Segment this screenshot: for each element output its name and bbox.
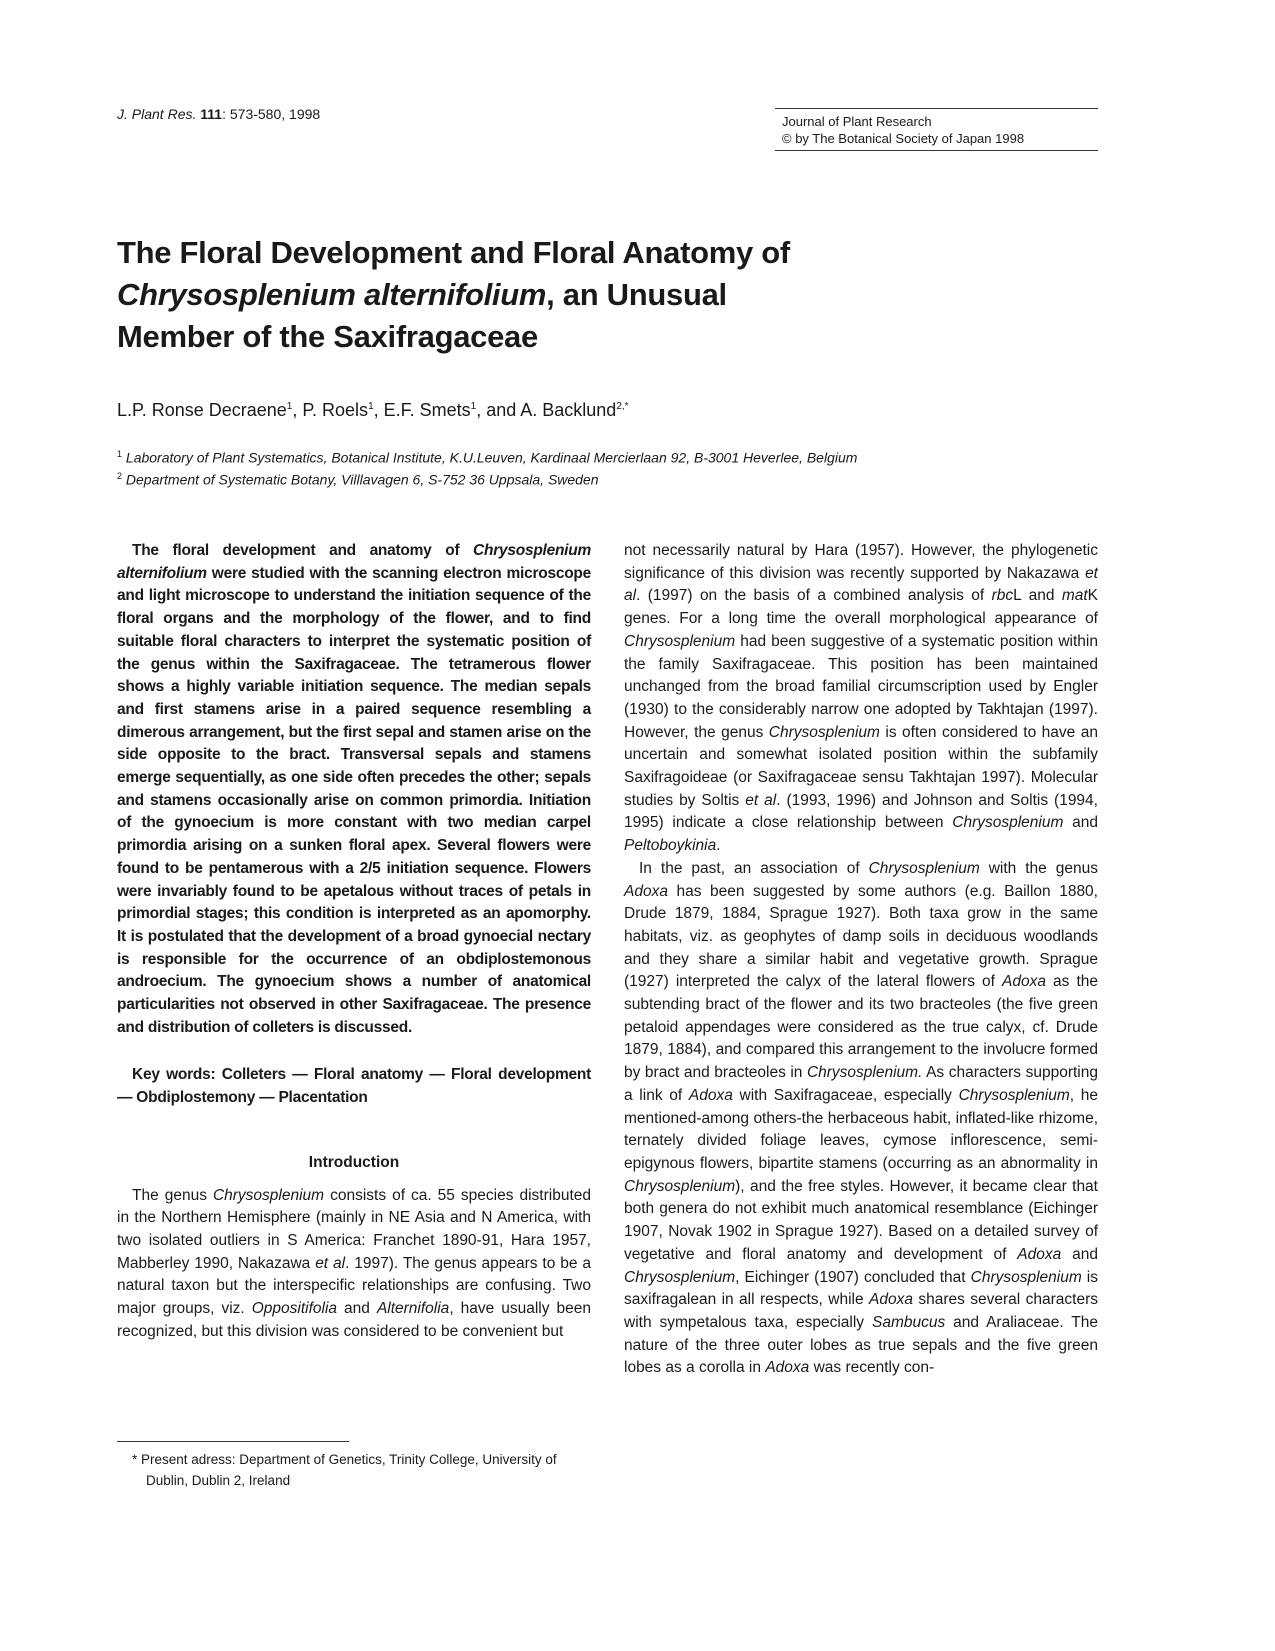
body-text: is saxifragalean in all respects, while	[624, 1268, 1099, 1309]
author-3: , E.F. Smets	[373, 400, 471, 420]
body-text: and Araliaceae. The nature of the three outer lobes as true sepals and the five green lobes as a corolla in	[624, 1313, 1098, 1377]
abstract-genus: Chrysosplenium alternifolium	[117, 542, 591, 582]
body-text: ), and the free styles. However, it became clear that both genera do not exhibit much anatomical resemblance (Eichinger 1907, Novak 1902 in Sprague 1927). Based on a detailed survey of vegetative and floral anatomy and development of	[624, 1177, 1098, 1263]
body-text: . (1997) on the basis of a combined analysis of	[636, 587, 992, 605]
footnote-rule	[117, 1441, 349, 1442]
abstract-text-2: were studied with the scanning electron microscope and light microscope to understand the initiation sequence of the floral organs and the morphology of the flower, and to find suitable floral characters to interpret the systematic position of the genus within the Saxifragaceae. The tetramerous flower shows a highly variable initiation sequence. The median sepals and first stamens arise in a paired sequence resembling a dimerous arrangement, but the first sepal and stamen arise on the side opposite to the bract. Transversal sepals and stamens emerge sequentially, as one side often precedes the other; sepals and stamens occasionally arise on common primordia. Initiation of the gynoecium is more constant with two median carpel primordia arising on a sunken floral apex. Several flowers were found to be pentamerous with a 2/5 initiation sequence. Flowers were invariably found to be apetalous without traces of petals in primordial stages; this condition is interpreted as an apomorphy. It is postulated that the development of a broad gynoecial nectary is responsible for the occurrence of an obdiplostemonous androecium. The gynoecium shows a number of anatomical particularities not observed in other Saxifragaceae. The presence and distribution of colleters is discussed.	[117, 564, 591, 1036]
keywords: Key words: Colleters — Floral anatomy — Floral development — Obdiplostemony — Placentation	[117, 1066, 591, 1107]
intro-text: . 1997). The genus appears to be a natural taxon but the interspecific relationships are confusing. Two major groups, viz.	[117, 1254, 591, 1318]
intro-paragraph	[117, 1185, 591, 1344]
body-text: as the subtending bract of the flower and its two bracteoles (the five green petaloid appendages were considered as the true calyx, cf. Drude 1879, 1884), and compared this arrangement to the involucre formed by bract and bracteoles in	[624, 973, 1099, 1082]
body-text: . (1993, 1996) and Johnson and Soltis (1994, 1995) indicate a close relationship between	[624, 791, 1098, 832]
italic-term: Adoxa	[1017, 1245, 1062, 1263]
italic-term: mat	[1061, 587, 1088, 605]
paper-title	[117, 232, 877, 358]
affiliation-1-text: Laboratory of Plant Systematics, Botanical Institute, K.U.Leuven, Kardinaal Mercierlaan 92, B-3001 Heverlee, Belgium	[125, 449, 858, 466]
affiliation-2-num: 2	[117, 471, 123, 481]
body-paragraph-1	[624, 540, 1098, 858]
body-paragraph-2	[624, 858, 1098, 1380]
intro-italic: Alternifolia	[376, 1300, 450, 1318]
italic-term: Chrysosplenium	[952, 814, 1064, 832]
abstract	[117, 540, 591, 1039]
title-genus: Chrysosplenium alternifolium	[117, 277, 547, 312]
abstract-text-1: The floral development and anatomy of	[132, 542, 474, 559]
footnote: * Present adress: Department of Genetics, Trinity College, University of Dublin, Dublin 2, Ireland	[132, 1452, 557, 1488]
right-column	[624, 540, 1098, 1380]
citation	[117, 106, 320, 122]
journal-box	[775, 108, 1098, 151]
italic-term: Adoxa	[688, 1086, 733, 1104]
body-text: has been suggested by some authors (e.g. Baillon 1880, Drude 1879, 1884, Sprague 1927). Both taxa grow in the same habitats, viz. as geophytes of damp soils in deciduous woodlands and they share a similar habit and vegetative growth. Sprague (1927) interpreted the calyx of the lateral flowers of	[624, 882, 1098, 991]
italic-term: Adoxa	[1002, 973, 1046, 991]
copyright: © by The Botanical Society of Japan 1998	[782, 131, 1025, 146]
author-2: , P. Roels	[292, 400, 369, 420]
section-heading-introduction: Introduction	[308, 1153, 400, 1171]
author-1-sup: 1	[286, 401, 293, 412]
italic-term: et al	[624, 564, 1098, 605]
italic-term: Sambucus	[871, 1313, 946, 1331]
affiliation-1-num: 1	[117, 449, 123, 459]
italic-term: Chrysosplenium	[768, 723, 880, 741]
author-1: L.P. Ronse Decraene	[117, 400, 287, 420]
italic-term: Chrysosplenium	[624, 632, 736, 650]
author-4: , and A. Backlund	[476, 400, 617, 420]
pages-year: : 573-580, 1998	[222, 106, 321, 122]
affiliation-2-text: Department of Systematic Botany, Villlavagen 6, S-752 36 Uppsala, Sweden	[125, 471, 599, 488]
italic-term: Chrysosplenium.	[806, 1064, 923, 1082]
body-text: had been suggestive of a systematic position within the family Saxifragaceae. This position has been maintained unchanged from the broad familial circumscription used by Engler (1930) to the considerably narrow one adopted by Takhtajan (1997). However, the genus	[624, 632, 1098, 741]
intro-text: consists of ca. 55 species distributed in the Northern Hemisphere (mainly in NE Asia and N America, with two isolated outliers in S America: Franchet 1890-91, Hara 1957, Mabberley 1990, Nakazawa	[117, 1186, 591, 1272]
body-text: .	[716, 837, 721, 855]
intro-italic: et al	[315, 1254, 346, 1272]
body-text: with Saxifragaceae, especially	[732, 1086, 959, 1104]
affiliation-1	[117, 449, 857, 466]
italic-term: Peltoboykinia	[624, 837, 717, 855]
body-text: L and	[1013, 587, 1062, 605]
body-text: and	[1061, 1245, 1098, 1263]
affiliation-2	[117, 471, 599, 488]
left-column	[117, 540, 591, 1344]
body-text: was recently con-	[809, 1359, 935, 1377]
body-text: As characters supporting a link of	[624, 1064, 1098, 1104]
author-3-sup: 1	[470, 401, 477, 412]
body-text: , he mentioned-among others-the herbaceous habit, inflated-like rhizome, ternately divided foliage leaves, cymose inflorescence, semi-epigynous flowers, bipartite stamens (occurring as an abnormality in	[624, 1086, 1098, 1172]
body-text: In the past, an association of	[639, 859, 869, 877]
italic-term: Chrysosplenium	[624, 1268, 736, 1286]
italic-term: Chrysosplenium	[624, 1177, 736, 1195]
intro-italic: Chrysosplenium	[212, 1186, 325, 1204]
italic-term: Adoxa	[624, 882, 668, 900]
body-text: and	[1063, 814, 1099, 832]
body-text: shares several characters with sympetalous taxa, especially	[624, 1291, 1098, 1331]
italic-term: Adoxa	[868, 1291, 913, 1309]
italic-term: Adoxa	[765, 1359, 810, 1377]
title-line1: The Floral Development and Floral Anatomy of	[117, 235, 790, 270]
body-text: with the genus	[979, 859, 1098, 877]
author-4-sup: 2,*	[616, 401, 629, 412]
italic-term: Chrysosplenium	[868, 859, 980, 877]
journal-abbrev: J. Plant Res.	[117, 106, 197, 122]
title-line3: Member of the Saxifragaceae	[117, 319, 538, 354]
authors	[117, 400, 629, 421]
volume: 111	[200, 106, 223, 122]
italic-term: Chrysosplenium	[970, 1268, 1082, 1286]
intro-text: The genus	[132, 1186, 213, 1204]
body-text: is often considered to have an uncertain and somewhat isolated position within the subfamily Saxifragoideae (or Saxifragaceae sensu Takhtajan 1997). Molecular studies by Soltis	[624, 723, 1098, 809]
author-2-sup: 1	[368, 401, 374, 412]
italic-term: Chrysosplenium	[958, 1086, 1070, 1104]
intro-italic: Oppositifolia	[251, 1300, 338, 1318]
italic-term: et al	[745, 791, 777, 809]
intro-text: and	[337, 1300, 377, 1318]
body-text: , Eichinger (1907) concluded that	[735, 1268, 971, 1286]
body-text: not necessarily natural by Hara (1957). However, the phylogenetic significance of this division was recently supported by Nakazawa	[624, 542, 1098, 582]
italic-term: rbc	[991, 587, 1014, 605]
body-text: K genes. For a long time the overall morphological appearance of	[624, 587, 1099, 628]
intro-text: , have usually been recognized, but this division was considered to be convenient but	[117, 1300, 591, 1340]
title-line2: , an Unusual	[546, 277, 727, 312]
journal-name: Journal of Plant Research	[782, 114, 932, 129]
